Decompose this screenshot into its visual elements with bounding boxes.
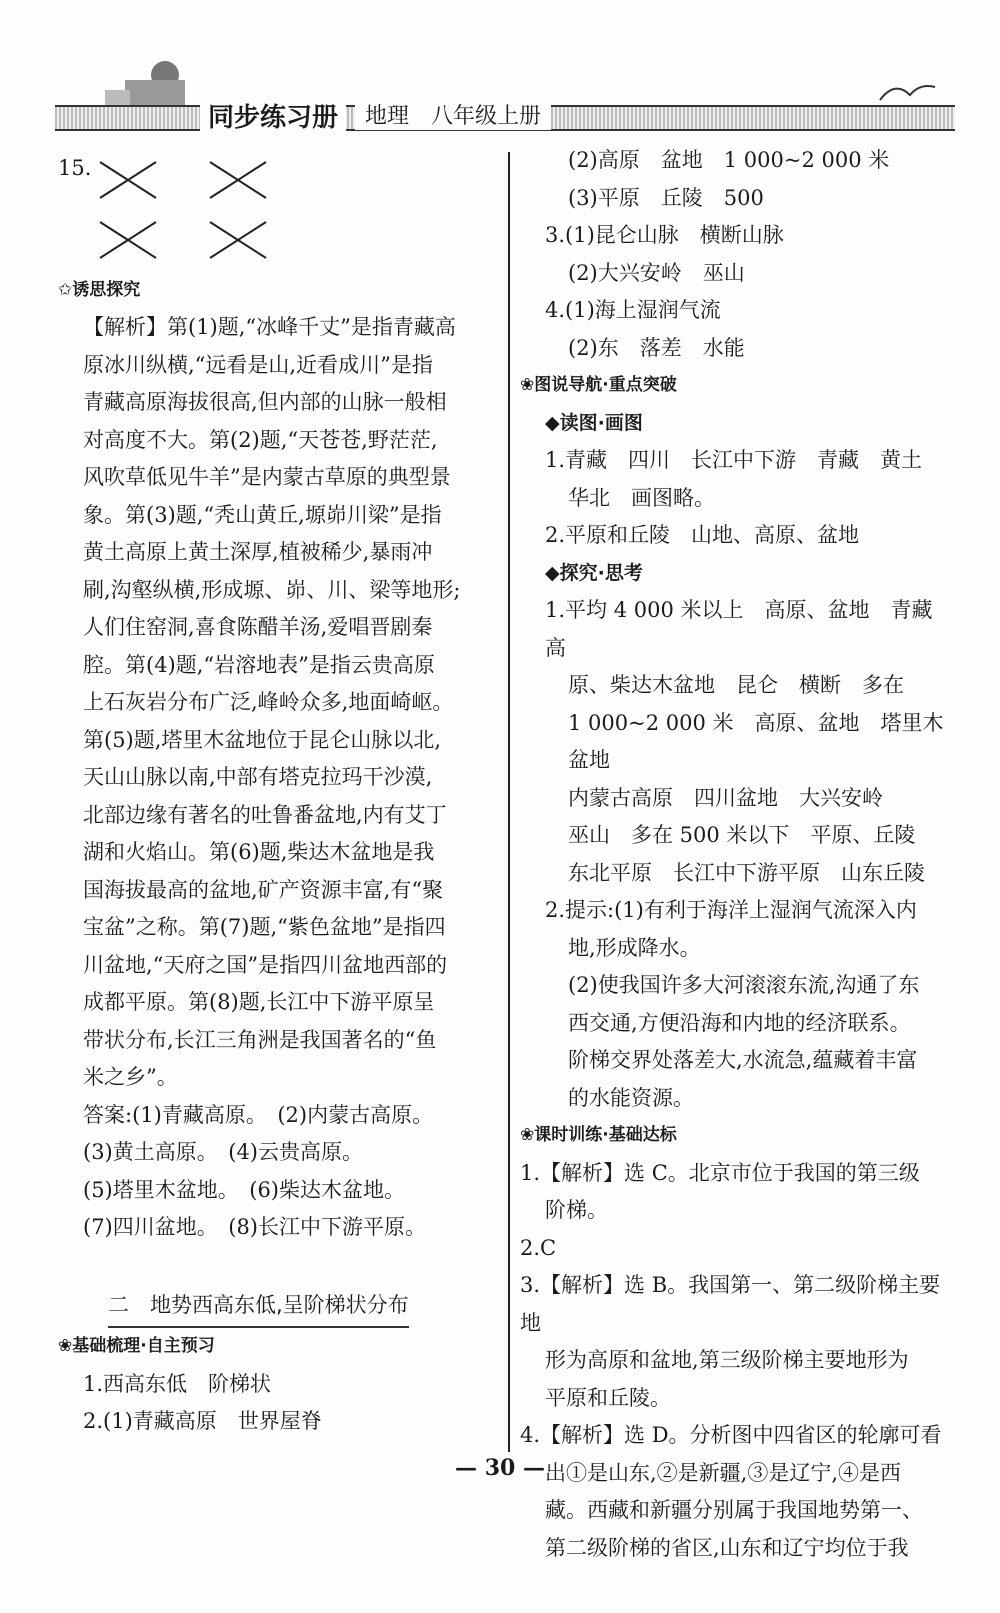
text-line: 原、柴达木盆地 昆仑 横断 多在: [568, 673, 904, 697]
text-line: 巫山 多在 500 米以下 平原、丘陵: [568, 823, 916, 847]
text-line: 1 000~2 000 米 高原、盆地 塔里木盆地: [568, 710, 944, 772]
text-line: 3.(1)昆仑山脉 横断山脉: [545, 223, 784, 247]
text-line: 形为高原和盆地,第三级阶梯主要地形为: [545, 1348, 909, 1372]
analysis-block: [58, 309, 498, 1097]
text-line: (2)使我国许多大河滚滚东流,沟通了东: [568, 973, 920, 997]
left-column: [58, 150, 498, 1441]
text-line: 的水能资源。: [568, 1085, 694, 1110]
cross-mark-icon: [208, 160, 268, 200]
text-line: 阶梯交界处落差大,水流急,蕴藏着丰富: [568, 1048, 918, 1072]
text-line: (2)高原 盆地 1 000~2 000 米: [568, 148, 890, 172]
text-line: 宝盆”之称。第(7)题,“紫色盆地”是指四: [83, 915, 446, 939]
column-divider: [508, 152, 510, 1452]
text-line: 东北平原 长江中下游平原 山东丘陵: [568, 860, 925, 885]
text-line: 风吹草低见牛羊”是内蒙古草原的典型景: [83, 465, 451, 489]
text-line: 1.平均 4 000 米以上 高原、盆地 青藏高: [545, 598, 933, 660]
subsection-heading: ◆读图·画图: [545, 411, 643, 434]
text-line: 第(5)题,塔里木盆地位于昆仑山脉以北,: [83, 727, 442, 752]
text-line: 1.西高东低 阶梯状: [83, 1371, 272, 1396]
text-line: 上石灰岩分布广泛,峰岭众多,地面崎岖。: [83, 690, 454, 714]
text-line: 象。第(3)题,“秃山黄丘,塬峁川梁”是指: [83, 502, 442, 527]
right-column: [520, 142, 950, 1567]
text-line: 青藏高原海拔很高,但内部的山脉一般相: [83, 390, 447, 414]
text-line: 华北 画图略。: [568, 485, 715, 510]
text-line: 天山山脉以南,中部有塔克拉玛干沙漠,: [83, 765, 433, 789]
text-line: 1.青藏 四川 长江中下游 青藏 黄土: [545, 448, 923, 472]
text-line: 湖和火焰山。第(6)题,柴达木盆地是我: [83, 840, 435, 864]
text-line: 4.(1)海上湿润气流: [545, 298, 721, 322]
bird-icon: [875, 75, 945, 105]
text-line: 1.【解析】选 C。北京市位于我国的第三级: [520, 1160, 920, 1185]
text-line: 西交通,方便沿海和内地的经济联系。: [568, 1010, 911, 1035]
answer-line: 答案:(1)青藏高原。 (2)内蒙古高原。: [83, 1102, 434, 1127]
text-line: (2)大兴安岭 巫山: [568, 260, 745, 285]
text-line: 平原和丘陵。: [545, 1385, 671, 1410]
header-illustration-icon: [95, 55, 205, 110]
subject-label: 地理 八年级上册: [355, 99, 551, 130]
text-line: 成都平原。第(8)题,长江中下游平原呈: [83, 990, 435, 1014]
text-line: 内蒙古高原 四川盆地 大兴安岭: [568, 785, 883, 810]
text-line: 带状分布,长江三角洲是我国著名的“鱼: [83, 1027, 437, 1052]
text-line: 地,形成降水。: [568, 935, 701, 960]
cross-mark-icon: [98, 160, 158, 200]
text-line: 4.【解析】选 D。分析图中四省区的轮廓可看: [520, 1423, 942, 1447]
section-heading: ❀课时训练·基础达标: [520, 1125, 677, 1145]
section-title: 二 地势西高东低,呈阶梯状分布: [108, 1287, 409, 1329]
answer-line: (5)塔里木盆地。 (6)柴达木盆地。: [83, 1177, 405, 1202]
answer-line: (7)四川盆地。 (8)长江中下游平原。: [83, 1215, 426, 1239]
q15-cross-marks: [98, 160, 498, 260]
section-heading: ✩诱思探究: [58, 279, 141, 300]
text-line: (3)平原 丘陵 500: [568, 185, 764, 210]
text-line: 第二级阶梯的省区,山东和辽宁均位于我: [545, 1535, 909, 1560]
text-line: 2.C: [520, 1235, 557, 1260]
text-line: 川盆地,“天府之国”是指四川盆地西部的: [83, 952, 448, 977]
text-line: 对高度不大。第(2)题,“天苍苍,野茫茫,: [83, 427, 438, 452]
text-line: 米之乡”。: [83, 1065, 178, 1089]
text-line: 原冰川纵横,“远看是山,近看成川”是指: [83, 352, 433, 377]
section-subheading: ❀基础梳理·自主预习: [58, 1336, 215, 1356]
text-line: (2)东 落差 水能: [568, 335, 745, 360]
text-line: 腔。第(4)题,“岩溶地表”是指云贵高原: [83, 652, 435, 677]
text-line: 人们住窑洞,喜食陈醋羊汤,爱唱晋剧秦: [83, 615, 433, 639]
page-header: [55, 55, 955, 135]
text-line: 藏。西藏和新疆分别属于我国地势第一、: [545, 1498, 923, 1522]
answers-block: [58, 1097, 498, 1247]
text-line: 出①是山东,②是新疆,③是辽宁,④是西: [545, 1460, 902, 1485]
answer-line: (3)黄土高原。 (4)云贵高原。: [83, 1140, 363, 1164]
text-line: 阶梯。: [545, 1198, 608, 1222]
text-line: 刷,沟壑纵横,形成塬、峁、川、梁等地形;: [83, 577, 461, 602]
text-line: 2.提示:(1)有利于海洋上湿润气流深入内: [545, 898, 917, 922]
book-title: 同步练习册: [200, 97, 346, 134]
text-line: 北部边缘有著名的吐鲁番盆地,内有艾丁: [83, 802, 447, 827]
text-line: 2.(1)青藏高原 世界屋脊: [83, 1409, 322, 1433]
subsection-heading: ◆探究·思考: [545, 561, 643, 584]
text-line: 2.平原和丘陵 山地、高原、盆地: [545, 523, 860, 547]
page-number: — 30 —: [455, 1455, 545, 1481]
text-line: 黄土高原上黄土深厚,植被稀少,暴雨冲: [83, 540, 433, 564]
cross-mark-icon: [98, 220, 158, 260]
text-line: 【解析】第(1)题,“冰峰千丈”是指青藏高: [83, 315, 456, 339]
text-line: 3.【解析】选 B。我国第一、第二级阶梯主要地: [520, 1273, 941, 1335]
cross-mark-icon: [208, 220, 268, 260]
q15-label: 15.: [58, 156, 92, 180]
text-line: 国海拔最高的盆地,矿产资源丰富,有“聚: [83, 877, 444, 902]
section-heading: ❀图说导航·重点突破: [520, 375, 677, 395]
